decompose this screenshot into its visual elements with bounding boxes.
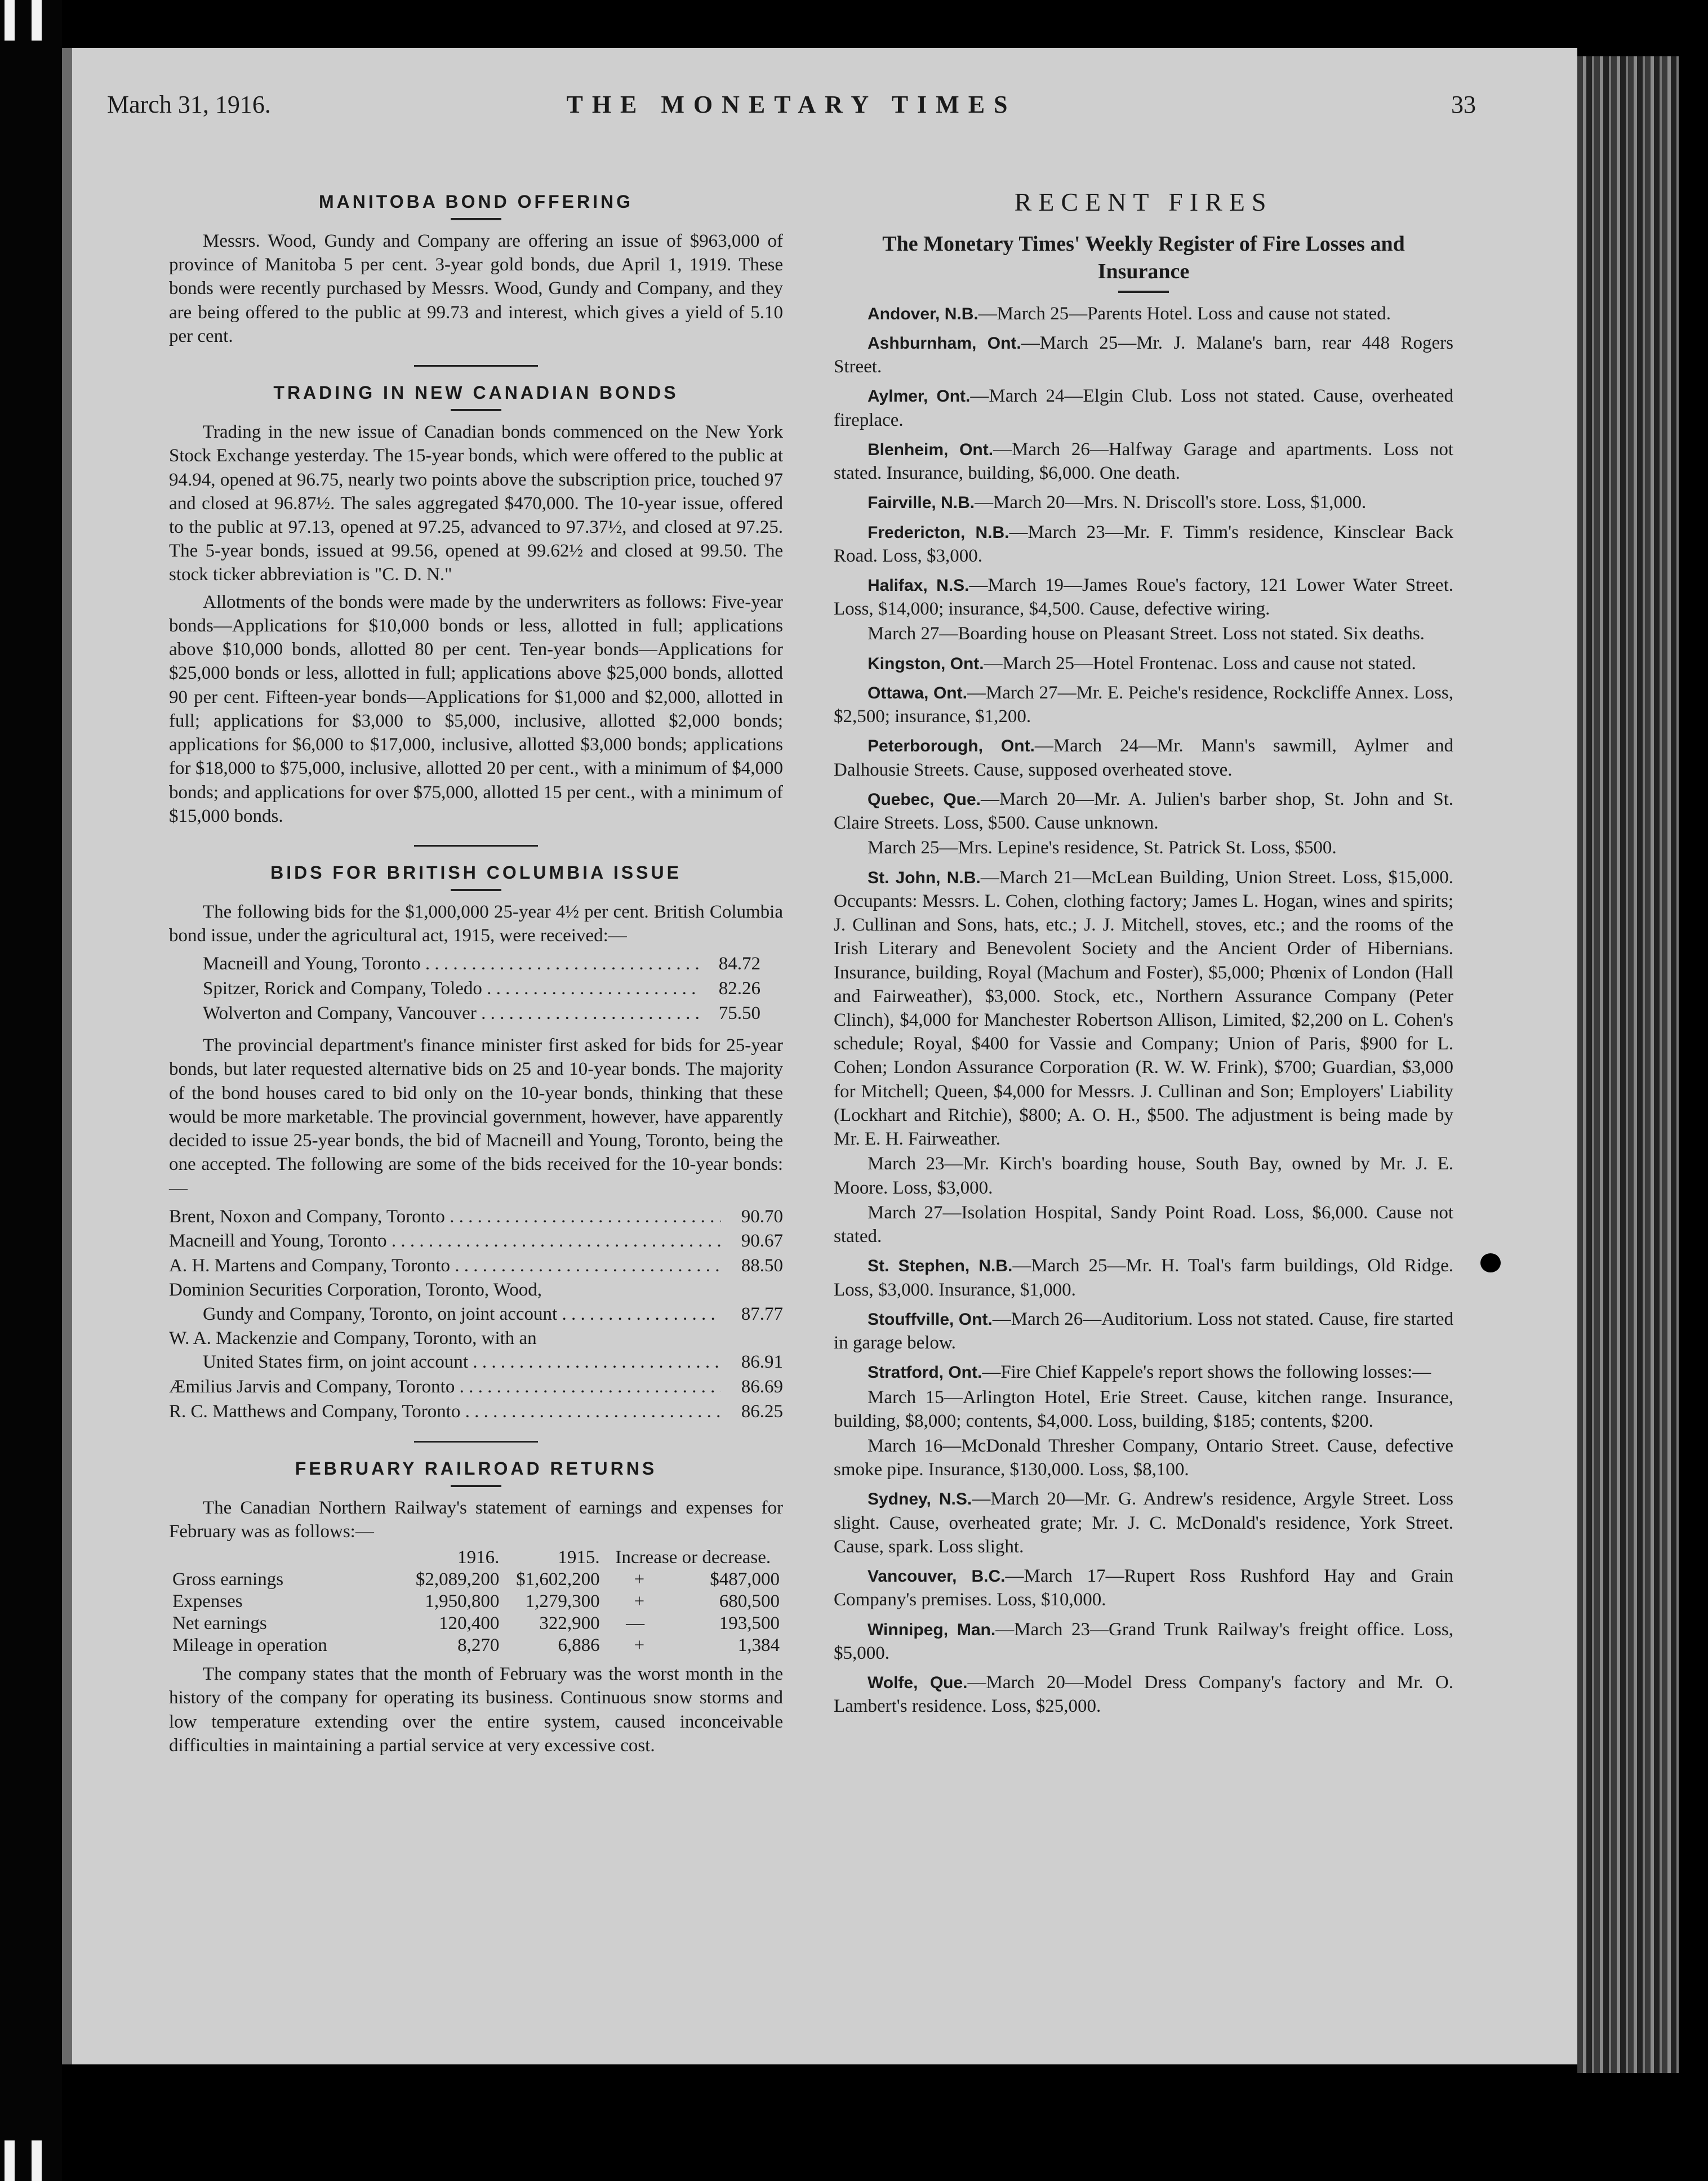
divider [1118,291,1169,293]
divider [414,1441,538,1443]
article-railroad [169,1457,783,1757]
fire-entry: Stratford, Ont.—Fire Chief Kappele's report shows the following losses:— [868,1362,1431,1383]
fire-entry: Peterborough, Ont.—March 24—Mr. Mann's sawmill, Aylmer and Dalhousie Streets. Cause, supposed overheated stove. [834,736,1454,780]
left-column [169,186,783,1761]
divider [451,1485,501,1487]
film-mark [32,2140,42,2181]
bid-row-line1: Dominion Securities Corporation, Toronto, Wood, [169,1280,542,1301]
article-paragraph: The provincial department's finance minister first asked for bids for 25-year bonds, but later requested alternative bids on 25 and 10-year bonds. The majority of the bond houses cared to bid only on the 10-year bonds, thinking that these would be more marketable. The provincial government, however, have apparently decided to issue 25-year bonds, the bid of Macneill and Young, Toronto, being the one accepted. The following are some of the bids received for the 10-year bonds:— [169,1035,783,1199]
fire-entry: Sydney, N.S.—March 20—Mr. G. Andrew's residence, Argyle Street. Loss slight. Cause, overheated grate; Mr. J. C. McDonald's residence, York Street. Cause, spark. Loss slight. [834,1489,1453,1557]
fire-entry: Kingston, Ont.—March 25—Hotel Frontenac. Loss and cause not stated. [868,653,1416,674]
bid-row: Macneill and Young, Toronto . . . 84.72 [203,952,760,977]
divider [414,365,538,367]
fire-entry: Fairville, N.B.—March 20—Mrs. N. Driscoll's store. Loss, $1,000. [868,492,1367,513]
page-gutter [62,48,72,2064]
ink-blot [1480,1253,1501,1272]
fire-entry: March 23—Mr. Kirch's boarding house, South Bay, owned by Mr. J. E. Moore. Loss, $3,000. [834,1154,1453,1198]
article-paragraph: The company states that the month of February was the worst month in the history of the company for operating its business. Continuous snow storms and low temperature extending over the entire system, caused inconceivable difficulties in maintaining a partial service at very excessive cost. [169,1664,783,1756]
film-mark [5,0,15,41]
table-row: Expenses 1,950,800 1,279,300 + 680,500 [172,1591,780,1612]
article-manitoba [169,190,783,348]
fire-entry: St. Stephen, N.B.—March 25—Mr. H. Toal's farm buildings, Old Ridge. Loss, $3,000. Insurance, $1,000. [834,1256,1454,1300]
fire-entry: Aylmer, Ont.—March 24—Elgin Club. Loss not stated. Cause, overheated fireplace. [834,386,1453,430]
article-title: TRADING IN NEW CANADIAN BONDS [273,382,679,403]
column-header: Increase or decrease. [615,1547,771,1568]
fire-entry: March 15—Arlington Hotel, Erie Street. Cause, kitchen range. Insurance, building, $8,000; contents, $4,000. Loss, building, $185; contents, $200. [834,1387,1453,1431]
fire-entry: Ashburnham, Ont.—March 25—Mr. J. Malane's barn, rear 448 Rogers Street. [834,332,1453,377]
bid-row: Æmilius Jarvis and Company, Toronto . . . 86.69 [169,1375,783,1400]
page-header [107,90,1476,135]
bids-list-25-year [203,952,760,1026]
divider [414,845,538,847]
article-title: BIDS FOR BRITISH COLUMBIA ISSUE [270,862,682,883]
fire-entry: March 25—Mrs. Lepine's residence, St. Patrick St. Loss, $500. [868,838,1337,858]
bid-row: Macneill and Young, Toronto . . . 90.67 [169,1229,783,1254]
fire-entry: Vancouver, B.C.—March 17—Rupert Ross Rushford Hay and Grain Company's premises. Loss, $10,000. [834,1566,1453,1610]
bid-row: Gundy and Company, Toronto, on joint account . . . 87.77 [169,1302,783,1327]
article-title: FEBRUARY RAILROAD RETURNS [295,1458,657,1479]
bid-row: R. C. Matthews and Company, Toronto . . . 86.25 [169,1400,783,1425]
fire-entry: March 27—Boarding house on Pleasant Street. Loss not stated. Six deaths. [868,624,1425,644]
divider [451,409,501,411]
article-title: MANITOBA BOND OFFERING [319,192,633,212]
bid-row: United States firm, on joint account . . . 86.91 [169,1350,783,1375]
fire-entry: St. John, N.B.—March 21—McLean Building, Union Street. Loss, $15,000. Occupants: Messrs. L. Cohen, clothing factory; James L. Hogan, wines and spirits; J. Cullinan and Sons, hats, etc.; J. J. Mitchell, stoves, etc.; and the rooms of the Irish Literary and Benevolent Society and the Ancient Order of Hibernians. Insurance, building, Royal (Machum and Foster), $5,000; Phœnix of London (Hall and Fairweather), $3,000. Stock, etc., Northern Assurance Company (Peter Clinch), $4,000 for Manchester Robertson Allison, Limited, $2,200 on L. Cohen's schedule; Royal, $400 for Vassie and Company; Union of Paris, $900 for L. Cohen; London Assurance Corporation (R. W. W. Frink), $700; Guardian, $3,000 for Mitchell; Queen, $4,000 for Messrs. J. Cullinan and Son; Employers' Liability (Lockhart and Ritchie), $800; A. O. H., $500. The adjustment is being made by Mr. E. H. Fairweather. [834,867,1453,1150]
fire-entry: Fredericton, N.B.—March 23—Mr. F. Timm's residence, Kinsclear Back Road. Loss, $3,000. [834,522,1454,566]
fire-entry: Wolfe, Que.—March 20—Model Dress Company's factory and Mr. O. Lambert's residence. Loss, $25,000. [834,1672,1453,1717]
bid-row: Wolverton and Company, Vancouver . . . 75.50 [203,1002,760,1026]
fire-entry: March 16—McDonald Thresher Company, Ontario Street. Cause, defective smoke pipe. Insurance, $130,000. Loss, $8,100. [834,1435,1453,1480]
page-stack-edges [1577,56,1679,2073]
bid-row: Spitzer, Rorick and Company, Toledo . . . 82.26 [203,977,760,1002]
fire-entry: Halifax, N.S.—March 19—James Roue's factory, 121 Lower Water Street. Loss, $14,000; insurance, $4,500. Cause, defective wiring. [834,575,1453,620]
table-header-row [169,1547,783,1569]
section-subtitle: The Monetary Times' Weekly Register of Fire Losses and Insurance [882,232,1405,284]
article-paragraph: Trading in the new issue of Canadian bonds commenced on the New York Stock Exchange yesterday. The 15-year bonds, which were offered to the public at 94.94, opened at 96.75, nearly two points above the subscription price, touched 97 and closed at 96.87½. The sales aggregated $470,000. The 10-year issue, offered to the public at 97.13, opened at 97.25, advanced to 97.37½, and closed at 97.25. The 5-year bonds, issued at 99.56, opened at 99.62½ and closed at 99.50. The stock ticker abbreviation is "C. D. N." [169,422,783,585]
fire-entry: Stouffville, Ont.—March 26—Auditorium. Loss not stated. Cause, fire started in garage below. [834,1308,1453,1354]
fire-entry: Quebec, Que.—March 20—Mr. A. Julien's barber shop, St. John and St. Claire Streets. Loss, $500. Cause unknown. [834,789,1453,834]
column-header: 1916. [457,1547,500,1568]
page-number: 33 [1451,91,1476,118]
masthead: THE MONETARY TIMES [566,91,1017,118]
fire-entry: Blenheim, Ont.—March 26—Halfway Garage and apartments. Loss not stated. Insurance, building, $6,000. One death. [834,439,1453,484]
film-mark [32,0,42,41]
fire-entry: Winnipeg, Man.—March 23—Grand Trunk Railway's freight office. Loss, $5,000. [834,1619,1453,1663]
fire-entry: March 27—Isolation Hospital, Sandy Point Road. Loss, $6,000. Cause not stated. [834,1202,1453,1247]
divider [451,218,501,220]
section-title: RECENT FIRES [1014,188,1273,216]
left-film-edge [0,0,62,2181]
right-column [834,186,1453,1724]
table-row: Net earnings 120,400 322,900 — 193,500 [172,1613,780,1634]
article-bc-bids [169,861,783,1424]
article-body: Messrs. Wood, Gundy and Company are offering an issue of $963,000 of province of Manitoba 5 per cent. 3-year gold bonds, due April 1, 1919. These bonds were recently purchased by Messrs. Wood, Gundy and Company, and they are being offered to the public at 99.73 and interest, which gives a yield of 5.10 per cent. [169,230,783,346]
issue-date: March 31, 1916. [107,91,271,118]
table-row: Gross earnings $2,089,200 $1,602,200 + $487,000 [172,1569,780,1590]
fire-register-list [834,302,1453,1719]
bid-row: A. H. Martens and Company, Toronto . . . 88.50 [169,1254,783,1279]
film-mark [5,2140,15,2181]
article-paragraph: Allotments of the bonds were made by the underwriters as follows: Five-year bonds—Applications for $10,000 bonds or less, allotted in full; applications above $10,000 bonds, allotted 80 per cent. Ten-year bonds—Applications for $25,000 bonds or less, allotted in full; applications above $25,000 bonds, allotted 90 per cent. Fifteen-year bonds—Applications for $1,000 and $2,000, allotted in full; applications for $3,000 to $5,000, inclusive, allotted $2,000 bonds; applications for $6,000 to $17,000, inclusive, allotted $3,000 bonds; applications for $18,000 to $75,000, inclusive, allotted 20 per cent., with a minimum of $4,000 bonds; and applications for over $75,000, allotted 15 per cent., with a minimum of $15,000 bonds. [169,591,783,826]
divider [451,889,501,891]
column-header: 1915. [558,1547,600,1568]
article-paragraph: The Canadian Northern Railway's statement of earnings and expenses for February was as follows:— [169,1498,783,1542]
article-paragraph: The following bids for the $1,000,000 25-year 4½ per cent. British Columbia bond issue, under the agricultural act, 1915, were received:— [169,902,783,946]
bids-list-10-year [169,1205,783,1424]
earnings-table [169,1547,783,1657]
fire-entry: Andover, N.B.—March 25—Parents Hotel. Loss and cause not stated. [868,303,1391,324]
fire-entry: Ottawa, Ont.—March 27—Mr. E. Peiche's residence, Rockcliffe Annex. Loss, $2,500; insurance, $1,200. [834,682,1453,727]
table-row: Mileage in operation 8,270 6,886 + 1,384 [172,1635,780,1656]
bid-row-line1: W. A. Mackenzie and Company, Toronto, with an [169,1328,537,1349]
bid-row: Brent, Noxon and Company, Toronto . . . 90.70 [169,1205,783,1230]
article-trading [169,381,783,828]
